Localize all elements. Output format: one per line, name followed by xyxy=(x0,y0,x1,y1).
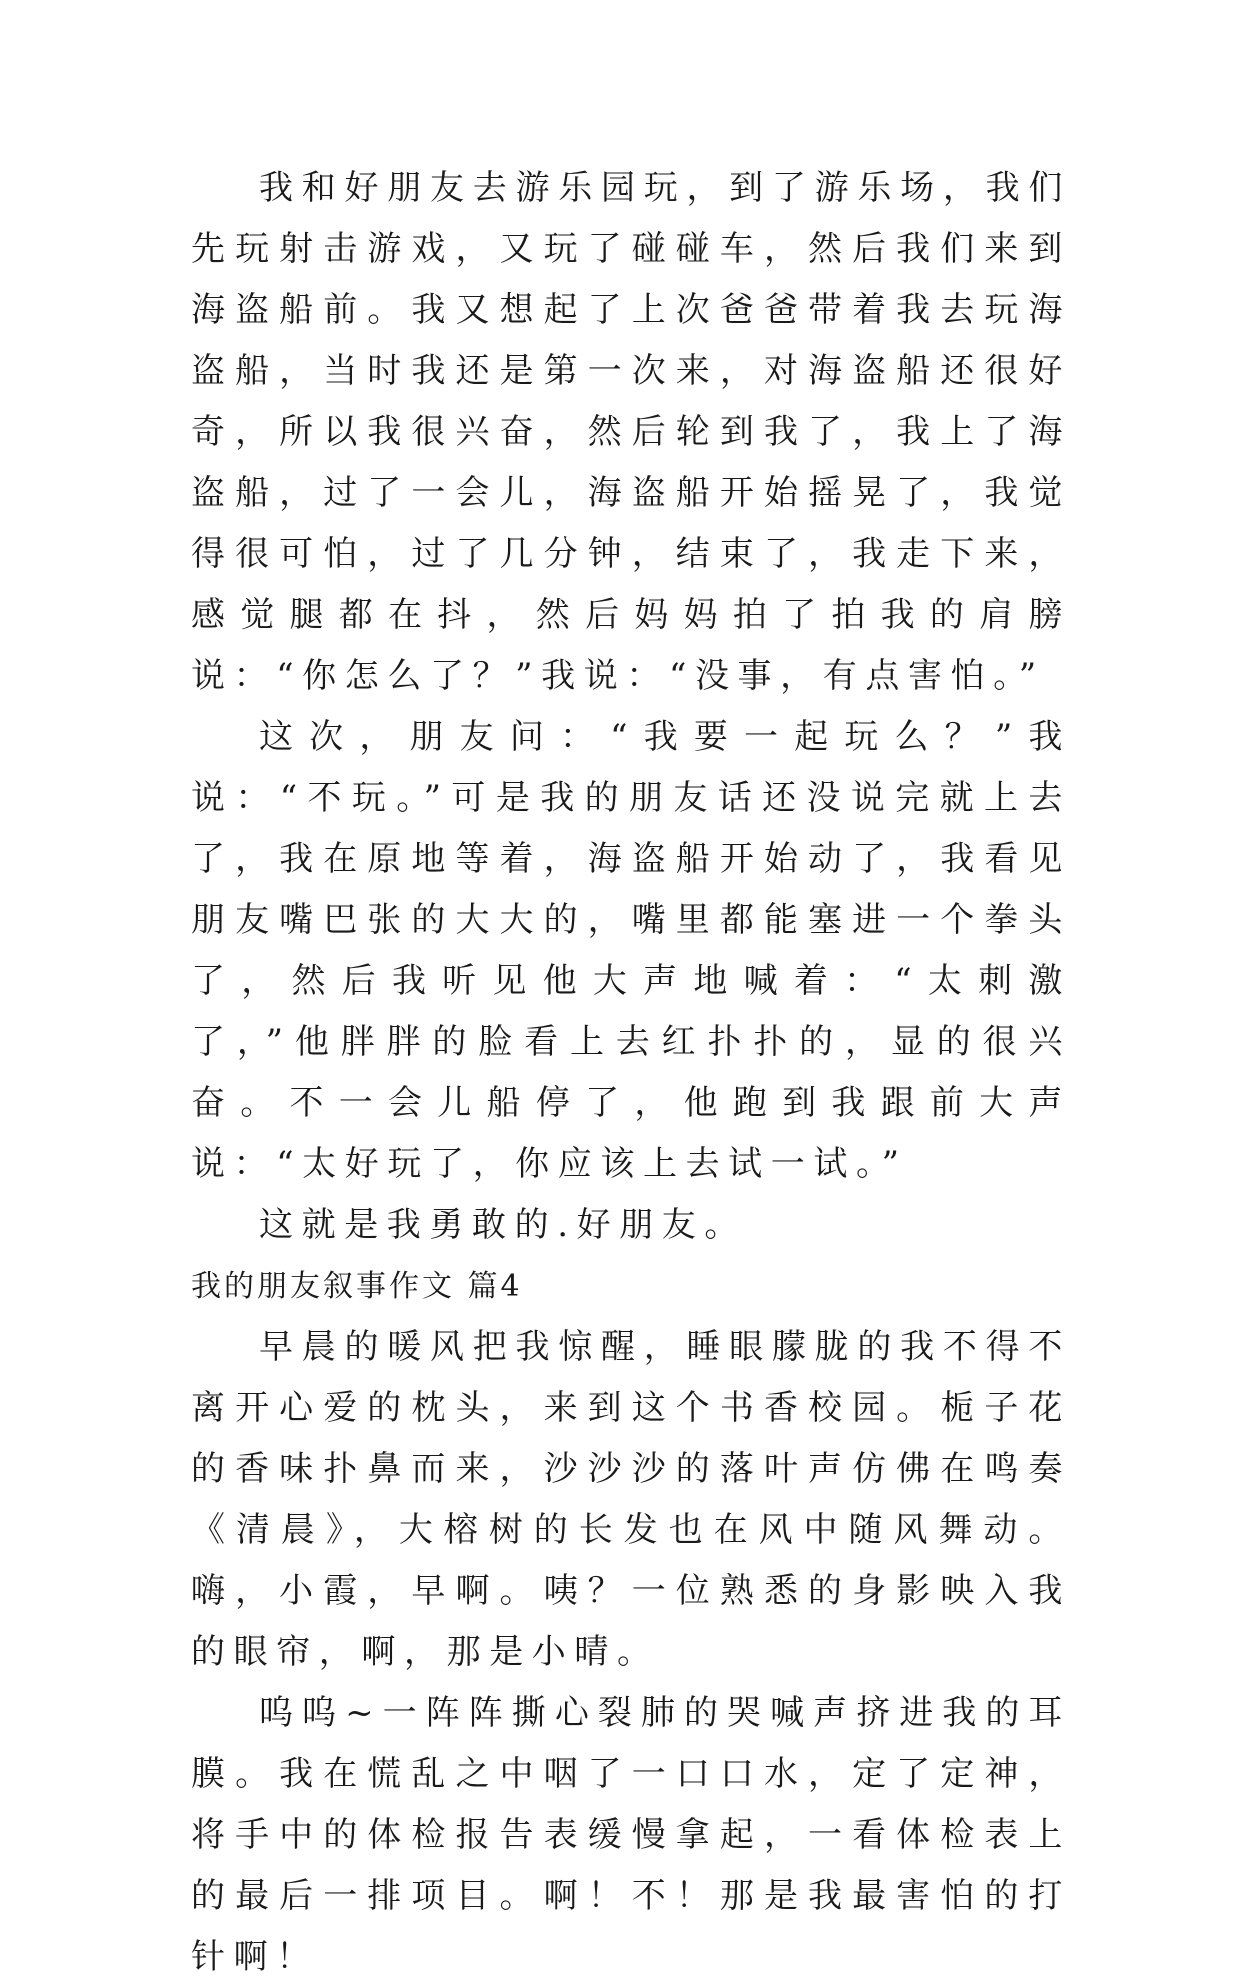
paragraph-friend-rides: 这次，朋友问：“我要一起玩么？”我说：“不玩。”可是我的朋友话还没说完就上去了，我在原地等着，海盗船开始动了，我看见朋友嘴巴张的大大的，嘴里都能塞进一个拳头了，然后我听见他大声地喊着：“太刺激了，”他胖胖的脸看上去红扑扑的，显的很兴奋。不一会儿船停了，他跑到我跟前大声说：“太好玩了，你应该上去试一试。” xyxy=(191,717,1071,1184)
paragraph-brave-friend: 这就是我勇敢的.好朋友。 xyxy=(259,1205,748,1245)
document-page xyxy=(191,158,1071,1988)
paragraph-morning-campus: 早晨的暖风把我惊醒，睡眼朦胧的我不得不离开心爱的枕头，来到这个书香校园。栀子花的香味扑鼻而来，沙沙沙的落叶声仿佛在鸣奏《清晨》，大榕树的长发也在风中随风舞动。嗨，小霞，早啊。咦？一位熟悉的身影映入我的眼帘，啊，那是小晴。 xyxy=(191,1327,1071,1672)
section-title: 我的朋友叙事作文 篇4 xyxy=(191,1269,523,1304)
paragraph-pirate-ship-memory: 我和好朋友去游乐园玩，到了游乐场，我们先玩射击游戏，又玩了碰碰车，然后我们来到海盗船前。我又想起了上次爸爸带着我去玩海盗船，当时我还是第一次来，对海盗船还很好奇，所以我很兴奋，然后轮到我了，我上了海盗船，过了一会儿，海盗船开始摇晃了，我觉得很可怕，过了几分钟，结束了，我走下来，感觉腿都在抖，然后妈妈拍了拍我的肩膀说：“你怎么了？”我说：“没事，有点害怕。” xyxy=(191,168,1071,696)
paragraph-health-check: 呜呜~一阵阵撕心裂肺的哭喊声挤进我的耳膜。我在慌乱之中咽了一口口水，定了定神，将手中的体检报告表缓慢拿起，一看体检表上的最后一排项目。啊！不！那是我最害怕的打针啊！ xyxy=(191,1693,1071,1977)
